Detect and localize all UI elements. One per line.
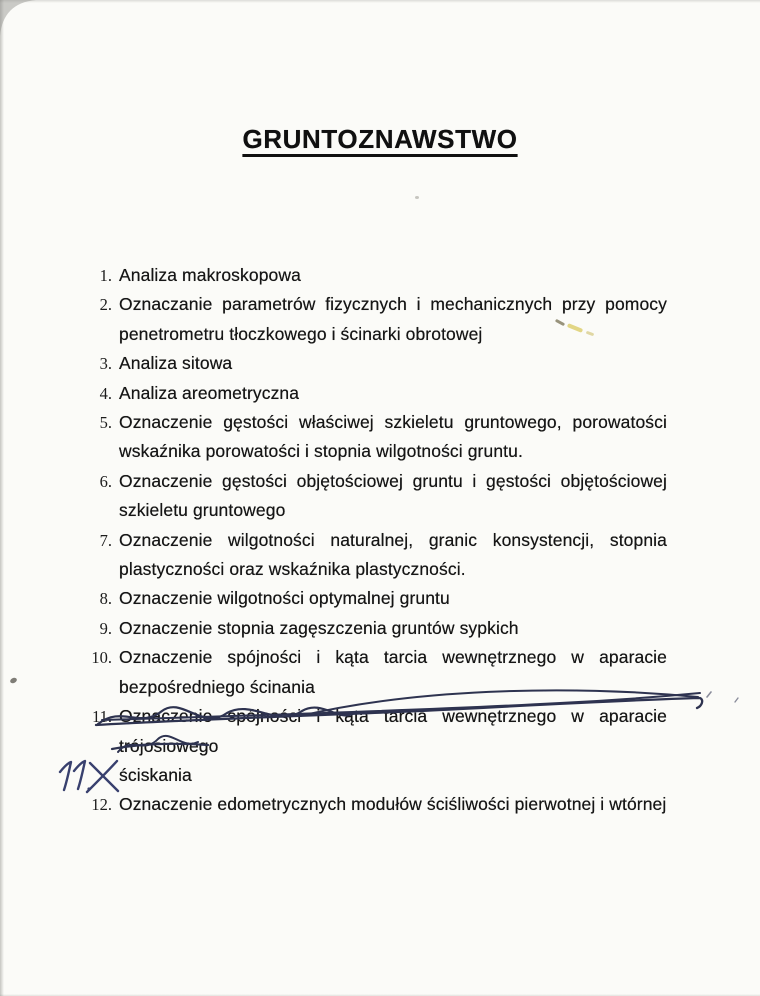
text-line: plastyczności oraz wskaźnika plastyczności. bbox=[119, 559, 466, 580]
item-number: 9. bbox=[99, 618, 112, 638]
item-number: 1. bbox=[99, 266, 112, 285]
scan-speck bbox=[415, 196, 419, 199]
item-text bbox=[119, 790, 667, 819]
text-line: Oznaczenie gęstości objętościowej gruntu i gęstości objętościowej bbox=[119, 470, 667, 491]
item-text bbox=[119, 643, 667, 702]
text-line-struck: ściskania bbox=[119, 764, 192, 785]
text-line: Oznaczenie edometrycznych modułów ściśliwości pierwotnej i wtórnej bbox=[119, 794, 667, 815]
text-line: penetrometru tłoczkowego i ścinarki obrotowej bbox=[119, 323, 483, 344]
item-number: 7. bbox=[99, 530, 112, 550]
pen-specks bbox=[707, 692, 738, 702]
item-text bbox=[119, 584, 667, 613]
page-title: GRUNTOZNAWSTWO bbox=[242, 124, 518, 154]
item-text bbox=[119, 526, 667, 585]
list-item bbox=[80, 526, 667, 585]
scan-edge-top bbox=[0, 0, 760, 3]
item-text bbox=[119, 408, 667, 467]
text-line: wskaźnika porowatości i stopnia wilgotności gruntu. bbox=[119, 441, 523, 462]
list-item bbox=[80, 379, 667, 408]
text-line: Analiza areometryczna bbox=[119, 382, 300, 403]
list-item bbox=[80, 643, 667, 702]
item-text bbox=[119, 261, 667, 290]
item-number: 8. bbox=[99, 589, 112, 609]
text-line: Oznaczenie wilgotności naturalnej, granic konsystencji, stopnia bbox=[119, 529, 667, 550]
item-number-crossed: 12. bbox=[91, 795, 112, 815]
text-line-struck: Oznaczenie spójności i kąta tarcia wewnętrznego w aparacie trójosiowego bbox=[119, 706, 667, 756]
item-number: 5. bbox=[99, 413, 112, 433]
text-line: Oznaczenie spójności i kąta tarcia wewnętrznego w aparacie bbox=[119, 647, 667, 668]
item-text bbox=[119, 614, 667, 643]
list-item bbox=[80, 467, 667, 526]
text-line: szkieletu gruntowego bbox=[119, 500, 286, 521]
text-line: Oznaczenie wilgotności optymalnej gruntu bbox=[119, 588, 450, 609]
list-item bbox=[80, 584, 667, 613]
text-line: bezpośredniego ścinania bbox=[119, 676, 315, 697]
list-item bbox=[80, 408, 667, 467]
item-number: 6. bbox=[99, 471, 112, 491]
scan-speck bbox=[9, 677, 17, 684]
item-number: 10. bbox=[91, 648, 112, 668]
item-text bbox=[119, 290, 667, 349]
item-text bbox=[119, 702, 667, 790]
list-item bbox=[80, 702, 667, 790]
item-text bbox=[119, 349, 667, 378]
text-line: Analiza makroskopowa bbox=[119, 265, 301, 285]
list-item bbox=[80, 790, 667, 819]
item-text bbox=[119, 467, 667, 526]
numbered-list bbox=[80, 261, 667, 820]
text-line: Oznaczanie parametrów fizycznych i mechanicznych przy pomocy bbox=[119, 294, 667, 315]
item-text bbox=[119, 379, 667, 408]
text-line: Oznaczenie stopnia zagęszczenia gruntów sypkich bbox=[119, 617, 519, 638]
text-line: Oznaczenie gęstości właściwej szkieletu gruntowego, porowatości bbox=[119, 412, 667, 433]
list-item bbox=[80, 349, 667, 378]
item-number: 4. bbox=[99, 383, 112, 403]
list-item bbox=[80, 614, 667, 643]
text-line: Analiza sitowa bbox=[119, 353, 233, 374]
item-number: 3. bbox=[99, 354, 112, 374]
list-item bbox=[80, 290, 667, 349]
item-number: 11. bbox=[91, 707, 112, 727]
scan-corner-artifact bbox=[0, 0, 40, 40]
list-item bbox=[80, 261, 667, 290]
item-number: 2. bbox=[99, 295, 112, 315]
